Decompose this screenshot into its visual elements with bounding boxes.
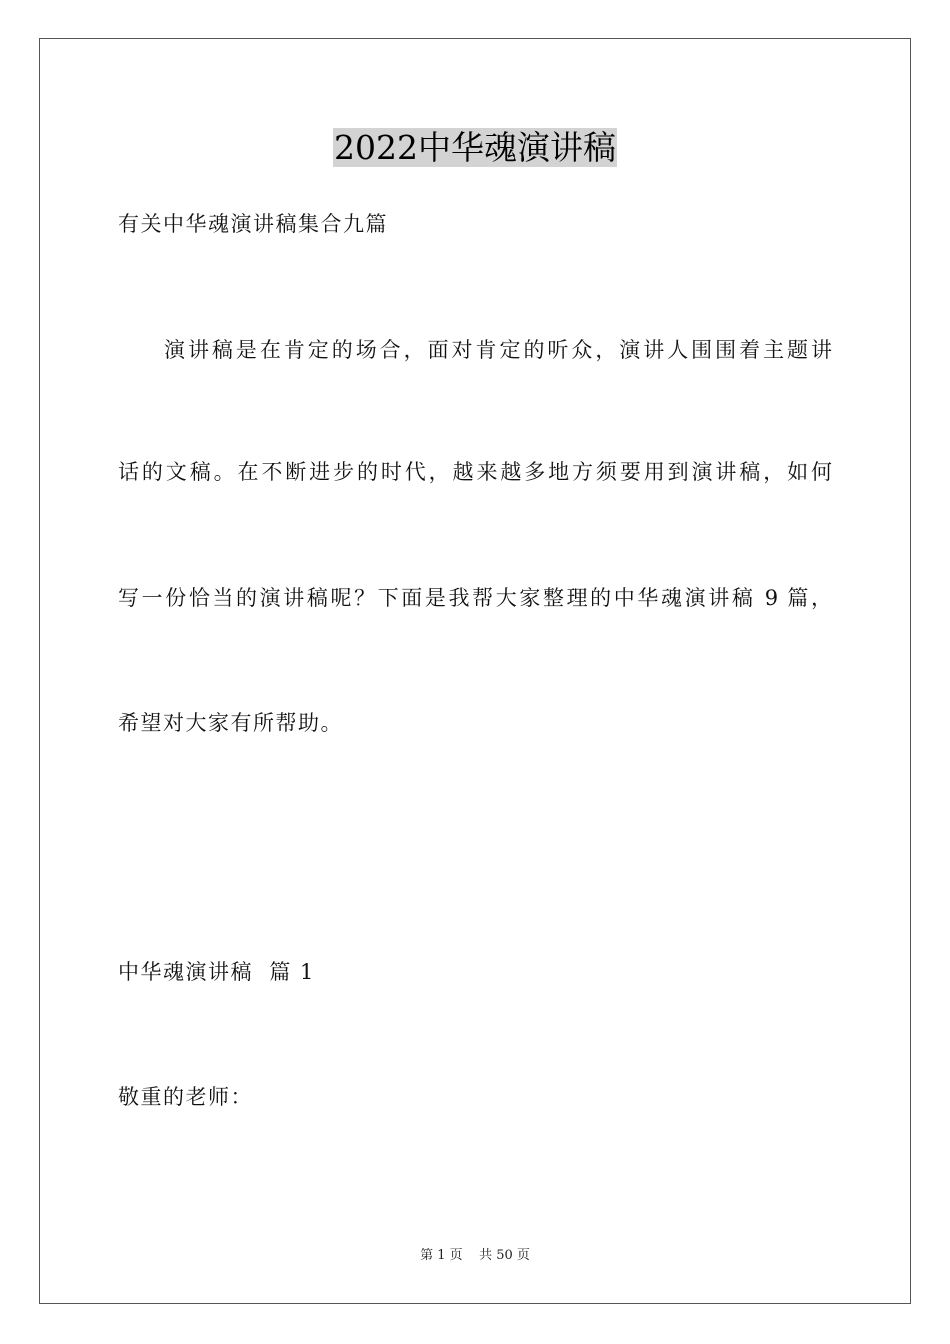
document-title-text: 2022中华魂演讲稿 — [334, 128, 616, 167]
page-number-text: 第 1 页 共 50 页 — [420, 1248, 530, 1263]
intro-line-2: 话的文稿。在不断进步的时代，越来越多地方须要用到演讲稿，如何 — [118, 460, 832, 484]
page-number-footer — [0, 1247, 950, 1265]
intro-line-1: 演讲稿是在肯定的场合，面对肯定的听众，演讲人围围着主题讲 — [164, 338, 832, 362]
document-subtitle: 有关中华魂演讲稿集合九篇 — [118, 212, 388, 236]
section-heading: 中华魂演讲稿 篇 1 — [118, 960, 315, 984]
intro-line-3: 写一份恰当的演讲稿呢？下面是我帮大家整理的中华魂演讲稿 9 篇， — [118, 586, 832, 610]
salutation: 敬重的老师： — [118, 1085, 253, 1109]
intro-line-4: 希望对大家有所帮助。 — [118, 711, 343, 735]
document-title — [0, 126, 950, 170]
